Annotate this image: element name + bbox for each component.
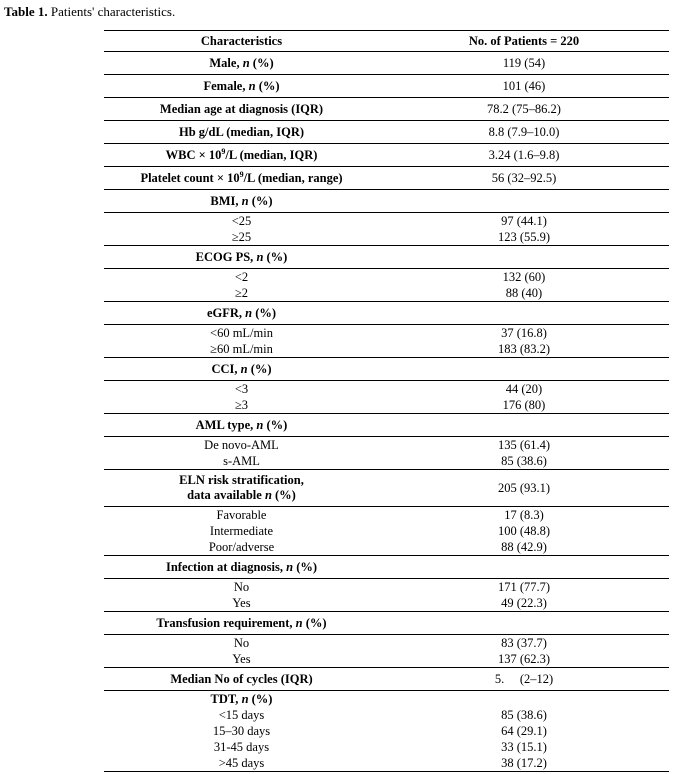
table-row [104, 167, 669, 190]
sub-value: 137 (62.3) [379, 651, 669, 668]
caption-text: Patients' characteristics. [47, 4, 176, 19]
table-row [104, 437, 669, 454]
sub-value: 88 (42.9) [379, 539, 669, 556]
section-row-infection [104, 556, 669, 579]
table-header-row [104, 31, 669, 52]
section-label-bmi: BMI, n (%) [104, 190, 379, 213]
sub-value: 17 (8.3) [504, 508, 544, 522]
section-row-egfr [104, 302, 669, 325]
sub-label: No [233, 636, 250, 650]
sub-label: <15 days [218, 708, 265, 722]
section-label-ecog: ECOG PS, n (%) [104, 246, 379, 269]
sub-value: 33 (15.1) [501, 740, 547, 754]
sub-value: 132 (60) [502, 270, 546, 284]
section-value-eln: 205 (93.1) [379, 470, 669, 507]
sub-value: 44 (20) [505, 382, 543, 396]
row-label-male: Male, n (%) [104, 52, 379, 75]
sub-label: ≥25 [104, 229, 379, 246]
section-label-aml: AML type, n (%) [104, 414, 379, 437]
table-row [104, 595, 669, 612]
table-row [104, 651, 669, 668]
table-row [104, 579, 669, 596]
section-label-cci: CCI, n (%) [104, 358, 379, 381]
sub-value: 97 (44.1) [501, 214, 547, 228]
row-value-platelet: 56 (32–92.5) [379, 167, 669, 190]
sub-label: <25 [231, 214, 252, 228]
sub-label: >45 days [104, 755, 379, 772]
section-label-egfr: eGFR, n (%) [104, 302, 379, 325]
row-label-female: Female, n (%) [104, 75, 379, 98]
sub-value: 171 (77.7) [497, 580, 551, 594]
sub-value: 85 (38.6) [501, 708, 547, 722]
sub-label: ≥3 [104, 397, 379, 414]
sub-label: <3 [234, 382, 249, 396]
sub-label: 15–30 days [212, 724, 271, 738]
header-characteristics: Characteristics [104, 31, 379, 52]
sub-label: <2 [234, 270, 249, 284]
sub-value: 49 (22.3) [379, 595, 669, 612]
section-row-cci [104, 358, 669, 381]
table-row [104, 144, 669, 167]
row-value-cycles: 5. (2–12) [379, 668, 669, 691]
sub-label: s-AML [104, 453, 379, 470]
section-row-bmi [104, 190, 669, 213]
caption-label: Table 1. [4, 4, 48, 19]
patients-characteristics-table [104, 30, 669, 772]
sub-label: No [233, 580, 250, 594]
table-row [104, 453, 669, 470]
table-row [104, 285, 669, 302]
row-value-hb: 8.8 (7.9–10.0) [379, 121, 669, 144]
table-row [104, 523, 669, 539]
sub-label: Poor/adverse [104, 539, 379, 556]
table-row [104, 755, 669, 772]
sub-value: 135 (61.4) [497, 438, 551, 452]
sub-label: Intermediate [209, 524, 274, 538]
section-label-eln: ELN risk stratification, data available n (%) [104, 470, 379, 507]
row-value-male: 119 (54) [379, 52, 669, 75]
sub-label: ≥2 [104, 285, 379, 302]
table-row [104, 723, 669, 739]
table-row [104, 707, 669, 723]
sub-value: 37 (16.8) [501, 326, 547, 340]
section-row-eln [104, 470, 669, 507]
sub-label: Yes [104, 651, 379, 668]
section-row-aml [104, 414, 669, 437]
table-row [104, 739, 669, 755]
sub-label: Yes [104, 595, 379, 612]
row-label-cycles: Median No of cycles (IQR) [104, 668, 379, 691]
row-label-hb: Hb g/dL (median, IQR) [104, 121, 379, 144]
row-label-age: Median age at diagnosis (IQR) [104, 98, 379, 121]
table-row [104, 397, 669, 414]
table-row [104, 75, 669, 98]
sub-value: 176 (80) [379, 397, 669, 414]
table-caption [4, 4, 175, 20]
table-row [104, 52, 669, 75]
sub-label: De novo-AML [204, 438, 279, 452]
sub-label: Favorable [216, 508, 267, 522]
sub-value: 100 (48.8) [497, 524, 551, 538]
sub-label: 31-45 days [213, 740, 270, 754]
section-label-transfusion: Transfusion requirement, n (%) [104, 612, 379, 635]
sub-value: 123 (55.9) [379, 229, 669, 246]
table-row [104, 98, 669, 121]
row-value-age: 78.2 (75–86.2) [379, 98, 669, 121]
table-row [104, 325, 669, 342]
sub-value: 183 (83.2) [379, 341, 669, 358]
section-row-tdt [104, 691, 669, 708]
table-row [104, 381, 669, 398]
sub-value: 83 (37.7) [501, 636, 547, 650]
table-row [104, 539, 669, 556]
sub-value: 64 (29.1) [501, 724, 547, 738]
table-row [104, 635, 669, 652]
table-row [104, 229, 669, 246]
section-row-ecog [104, 246, 669, 269]
sub-value: 88 (40) [379, 285, 669, 302]
sub-value: 38 (17.2) [379, 755, 669, 772]
sub-label: <60 mL/min [210, 326, 273, 340]
row-label-wbc: WBC × $10^9/L$ (median, IQR) [104, 144, 379, 167]
section-row-transfusion [104, 612, 669, 635]
row-value-wbc: 3.24 (1.6–9.8) [379, 144, 669, 167]
section-label-tdt: TDT, n (%) [210, 692, 273, 706]
table-row [104, 341, 669, 358]
table-row [104, 269, 669, 286]
sub-label: ≥60 mL/min [104, 341, 379, 358]
table-row [104, 121, 669, 144]
row-label-platelet: Platelet count × $10^9/L$ (median, range) [104, 167, 379, 190]
table-row [104, 668, 669, 691]
header-patients: No. of Patients = 220 [379, 31, 669, 52]
table-row [104, 213, 669, 230]
table-row [104, 507, 669, 524]
row-value-female: 101 (46) [379, 75, 669, 98]
section-label-infection: Infection at diagnosis, n (%) [104, 556, 379, 579]
sub-value: 85 (38.6) [379, 453, 669, 470]
